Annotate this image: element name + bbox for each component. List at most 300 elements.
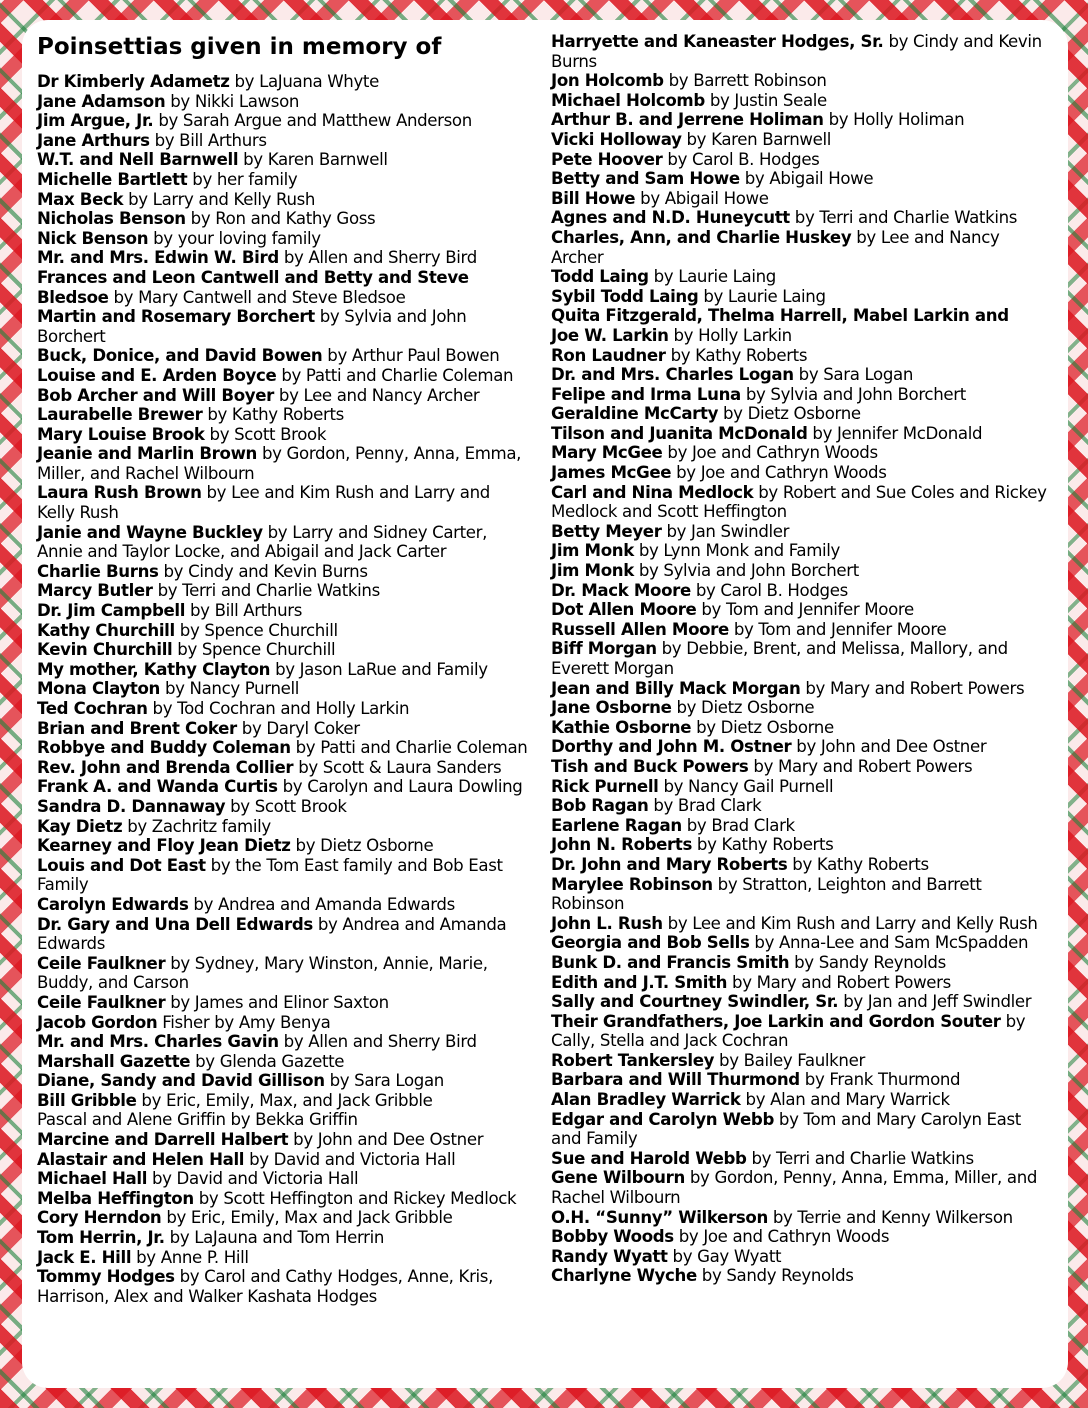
given-by: by Debbie, Brent, and Melissa, Mallory, and Everett Morgan bbox=[551, 639, 1008, 678]
memorial-entry bbox=[551, 1266, 1056, 1286]
given-by: by Terri and Charlie Watkins bbox=[152, 581, 380, 601]
memorial-entry bbox=[37, 738, 532, 758]
honoree-name: Georgia and Bob Sells bbox=[551, 933, 750, 953]
memorial-entry bbox=[37, 150, 532, 170]
memorial-entry bbox=[37, 836, 532, 856]
honoree-name: Robbye and Buddy Coleman bbox=[37, 738, 291, 758]
given-by: by Sydney, Mary Winston, Annie, Marie, Buddy, and Carson bbox=[37, 953, 488, 993]
honoree-name: Todd Laing bbox=[551, 267, 649, 287]
memorial-entry bbox=[551, 404, 1056, 424]
memorial-entry bbox=[37, 581, 532, 601]
given-by: by Scott Heffington and Rickey Medlock bbox=[193, 1188, 517, 1208]
given-by: by Jason LaRue and Family bbox=[270, 659, 488, 679]
given-by: by Sylvia and John Borchert bbox=[633, 561, 859, 581]
given-by: by Patti and Charlie Coleman bbox=[276, 365, 514, 385]
given-by: Fisher by Amy Benya bbox=[157, 1012, 331, 1032]
honoree-name: Alan Bradley Warrick bbox=[551, 1090, 741, 1110]
memorial-entry bbox=[551, 1090, 1056, 1110]
memorial-entry bbox=[37, 366, 532, 386]
given-by: by Laurie Laing bbox=[698, 286, 826, 306]
given-by: by Stratton, Leighton and Barrett Robinson bbox=[551, 874, 982, 914]
honoree-name: Mary McGee bbox=[551, 443, 663, 463]
honoree-name: Kathy Churchill bbox=[37, 620, 175, 640]
memorial-entry bbox=[551, 816, 1056, 836]
honoree-name: Jon Holcomb bbox=[551, 71, 664, 91]
honoree-name: Gene Wilbourn bbox=[551, 1168, 685, 1188]
memorial-entry bbox=[551, 875, 1056, 914]
honoree-name: Louise and E. Arden Boyce bbox=[37, 365, 277, 385]
memorial-entry bbox=[551, 1247, 1056, 1267]
honoree-name: Sybil Todd Laing bbox=[551, 286, 699, 306]
memorial-entry bbox=[551, 1227, 1056, 1247]
memorial-entry bbox=[37, 640, 532, 660]
memorial-entry bbox=[551, 463, 1056, 483]
honoree-name: Sally and Courtney Swindler, Sr. bbox=[551, 992, 839, 1012]
given-by: by Andrea and Amanda Edwards bbox=[37, 914, 507, 954]
given-by: by Lee and Nancy Archer bbox=[273, 385, 480, 405]
memorial-entry bbox=[551, 326, 1056, 346]
memorial-entry bbox=[37, 1013, 532, 1033]
given-by: by Ron and Kathy Goss bbox=[185, 209, 376, 229]
honoree-name: Dot Allen Moore bbox=[551, 600, 697, 620]
honoree-name: Max Beck bbox=[37, 189, 124, 209]
given-by: by Frank Thurmond bbox=[799, 1070, 961, 1090]
honoree-name: Marylee Robinson bbox=[551, 874, 713, 894]
honoree-name: Tilson and Juanita McDonald bbox=[551, 423, 808, 443]
honoree-name: Ted Cochran bbox=[37, 699, 148, 718]
memorial-entry bbox=[551, 698, 1056, 718]
memorial-entry bbox=[37, 699, 532, 719]
given-by: by Dietz Osborne bbox=[290, 836, 434, 856]
given-by: by Brad Clark bbox=[681, 815, 795, 835]
honoree-name: Kathie Osborne bbox=[551, 717, 692, 737]
honoree-name: James McGee bbox=[551, 463, 672, 483]
honoree-name: W.T. and Nell Barnwell bbox=[37, 150, 239, 170]
memorial-entry bbox=[37, 72, 532, 92]
honoree-name: Jack E. Hill bbox=[37, 1247, 132, 1267]
honoree-name: Tommy Hodges bbox=[37, 1267, 175, 1287]
given-by: by Nancy Gail Purnell bbox=[658, 776, 834, 796]
memorial-entry bbox=[551, 757, 1056, 777]
honoree-name: Michael Hall bbox=[37, 1169, 148, 1189]
honoree-name: Martin and Rosemary Borchert bbox=[37, 307, 315, 327]
given-by: by David and Victoria Hall bbox=[147, 1169, 359, 1189]
honoree-name: Kevin Churchill bbox=[37, 640, 173, 660]
given-by: by Abigail Howe bbox=[739, 169, 874, 189]
given-by: by Sara Logan bbox=[793, 365, 914, 385]
given-by: by Carol and Cathy Hodges, Anne, Kris, Harrison, Alex and Walker Kashata Hodges bbox=[37, 1267, 494, 1306]
memorial-entry bbox=[37, 229, 532, 249]
memorial-entry bbox=[37, 895, 532, 915]
memorial-entry bbox=[551, 228, 1056, 267]
memorial-entry bbox=[551, 1070, 1056, 1090]
memorial-entry bbox=[37, 483, 532, 522]
given-by: by Jan and Jeff Swindler bbox=[838, 992, 1032, 1012]
memorial-entry bbox=[37, 1032, 532, 1052]
given-by: by Zachritz family bbox=[122, 816, 271, 836]
honoree-name: Dr. Jim Campbell bbox=[37, 601, 186, 621]
given-by: by Glenda Gazette bbox=[190, 1051, 345, 1071]
given-by: by John and Dee Ostner bbox=[791, 737, 987, 757]
given-by: by Gordon, Penny, Anna, Emma, Miller, and Rachel Wilbourn bbox=[551, 1168, 1038, 1208]
given-by: by LaJauna and Tom Herrin bbox=[164, 1228, 385, 1248]
honoree-name: Frances and Leon Cantwell and Betty and Steve bbox=[37, 267, 469, 287]
honoree-name: Charles, Ann, and Charlie Huskey bbox=[551, 227, 852, 247]
given-by: by Mary and Robert Powers bbox=[800, 678, 1025, 698]
memorial-entry bbox=[551, 1110, 1056, 1149]
given-by: by Lynn Monk and Family bbox=[633, 541, 841, 561]
honoree-name: Kearney and Floy Jean Dietz bbox=[37, 836, 291, 856]
given-by: by Joe and Cathryn Woods bbox=[662, 443, 878, 463]
memorial-entry bbox=[37, 1267, 532, 1306]
memorial-entry bbox=[551, 796, 1056, 816]
given-by: by Anna-Lee and Sam McSpadden bbox=[749, 933, 1029, 953]
honoree-name: Mary Louise Brook bbox=[37, 424, 205, 444]
memorial-entry bbox=[37, 1150, 532, 1170]
memorial-entry bbox=[551, 306, 1056, 326]
memorial-entry bbox=[551, 365, 1056, 385]
memorial-entry bbox=[551, 91, 1056, 111]
honoree-name: Robert Tankersley bbox=[551, 1050, 715, 1070]
honoree-name: Ceile Faulkner bbox=[37, 992, 166, 1012]
given-by: by your loving family bbox=[148, 228, 321, 248]
given-by: by Mary Cantwell and Steve Bledsoe bbox=[108, 287, 406, 307]
honoree-name: Jane Adamson bbox=[37, 91, 166, 111]
given-by: by Patti and Charlie Coleman bbox=[290, 738, 528, 758]
memorial-entry bbox=[37, 1208, 532, 1228]
honoree-name: Mr. and Mrs. Charles Gavin bbox=[37, 1032, 279, 1052]
memorial-entry bbox=[37, 1248, 532, 1268]
honoree-name: Ron Laudner bbox=[551, 345, 666, 365]
honoree-name: Dr. Mack Moore bbox=[551, 580, 691, 600]
given-by: by David and Victoria Hall bbox=[244, 1149, 456, 1169]
memorial-entry bbox=[551, 973, 1056, 993]
honoree-name: Bunk D. and Francis Smith bbox=[551, 952, 790, 972]
memorial-entry bbox=[37, 1228, 532, 1248]
honoree-name: Ceile Faulkner bbox=[37, 953, 166, 973]
given-by: by Karen Barnwell bbox=[681, 129, 831, 149]
given-by: by Scott & Laura Sanders bbox=[293, 757, 502, 777]
memorial-entry bbox=[37, 209, 532, 229]
given-by: by LaJuana Whyte bbox=[229, 72, 379, 91]
memorial-entry bbox=[551, 424, 1056, 444]
memorial-entry bbox=[551, 71, 1056, 91]
given-by: by Dietz Osborne bbox=[691, 717, 834, 737]
memorial-entry bbox=[37, 1110, 532, 1130]
memorial-entry bbox=[37, 386, 532, 406]
memorial-entry bbox=[551, 855, 1056, 875]
given-by: by Nancy Purnell bbox=[160, 679, 300, 699]
memorial-entry bbox=[551, 1168, 1056, 1207]
honoree-name: Tish and Buck Powers bbox=[551, 756, 749, 776]
honoree-name: Sue and Harold Webb bbox=[551, 1148, 747, 1168]
memorial-entry bbox=[37, 719, 532, 739]
memorial-entry bbox=[551, 992, 1056, 1012]
memorial-entry bbox=[37, 856, 532, 895]
given-by: by Scott Brook bbox=[204, 424, 327, 444]
memorial-entry bbox=[551, 953, 1056, 973]
given-by: by Sara Logan bbox=[324, 1071, 444, 1091]
memorial-entry bbox=[551, 267, 1056, 287]
honoree-name: Rick Purnell bbox=[551, 776, 659, 796]
given-by: by Andrea and Amanda Edwards bbox=[188, 894, 455, 914]
honoree-name: Laurabelle Brewer bbox=[37, 405, 203, 425]
given-by: by Tom and Jennifer Moore bbox=[696, 600, 914, 620]
given-by: Pascal and Alene Griffin by Bekka Griffin bbox=[37, 1110, 358, 1130]
memorial-entry bbox=[551, 130, 1056, 150]
honoree-name: Edgar and Carolyn Webb bbox=[551, 1109, 774, 1129]
given-by: by Daryl Coker bbox=[236, 718, 360, 738]
memorial-entry bbox=[551, 522, 1056, 542]
memorial-entry bbox=[37, 562, 532, 582]
honoree-name: Joe W. Larkin bbox=[551, 325, 669, 345]
memorial-list-right bbox=[551, 32, 1056, 1286]
memorial-entry bbox=[551, 620, 1056, 640]
memorial-entry bbox=[551, 110, 1056, 130]
honoree-name: John L. Rush bbox=[551, 913, 663, 933]
memorial-entry bbox=[37, 777, 532, 797]
given-by: by Kathy Roberts bbox=[787, 854, 929, 874]
honoree-name: Bob Ragan bbox=[551, 796, 649, 816]
given-by: by Kathy Roberts bbox=[202, 405, 344, 425]
given-by: by Spence Churchill bbox=[174, 620, 338, 640]
memorial-entry bbox=[37, 268, 532, 288]
memorial-entry bbox=[551, 777, 1056, 797]
honoree-name: Jacob Gordon bbox=[37, 1012, 158, 1032]
memorial-entry bbox=[551, 1149, 1056, 1169]
honoree-name: Jim Monk bbox=[551, 561, 634, 581]
memorial-entry bbox=[37, 190, 532, 210]
given-by: by Allen and Sherry Bird bbox=[278, 248, 477, 268]
honoree-name: Bledsoe bbox=[37, 287, 109, 307]
memorial-entry bbox=[37, 1052, 532, 1072]
given-by: by Larry and Kelly Rush bbox=[123, 189, 316, 209]
memorial-entry bbox=[37, 92, 532, 112]
memorial-entry bbox=[37, 679, 532, 699]
honoree-name: Felipe and Irma Luna bbox=[551, 384, 741, 404]
honoree-name: Michelle Bartlett bbox=[37, 169, 188, 189]
given-by: by Bill Arthurs bbox=[185, 601, 303, 621]
page-title: Poinsettias given in memory of bbox=[37, 34, 442, 60]
memorial-entry bbox=[551, 914, 1056, 934]
memorial-entry bbox=[551, 483, 1056, 522]
given-by: by Terri and Charlie Watkins bbox=[746, 1148, 974, 1168]
memorial-entry bbox=[551, 737, 1056, 757]
honoree-name: O.H. “Sunny” Wilkerson bbox=[551, 1207, 768, 1227]
honoree-name: Michael Holcomb bbox=[551, 90, 705, 110]
given-by: by Brad Clark bbox=[648, 796, 762, 816]
memorial-entry bbox=[551, 718, 1056, 738]
honoree-name: Marcy Butler bbox=[37, 581, 153, 601]
honoree-name: Frank A. and Wanda Curtis bbox=[37, 777, 278, 797]
memorial-entry bbox=[551, 933, 1056, 953]
honoree-name: Agnes and N.D. Huneycutt bbox=[551, 208, 790, 228]
honoree-name: Nicholas Benson bbox=[37, 209, 186, 229]
given-by: by Holly Holiman bbox=[823, 110, 965, 130]
memorial-entry bbox=[551, 208, 1056, 228]
memorial-entry bbox=[551, 1051, 1056, 1071]
given-by: by Terri and Charlie Watkins bbox=[789, 208, 1018, 228]
honoree-name: Geraldine McCarty bbox=[551, 404, 719, 424]
memorial-entry bbox=[551, 541, 1056, 561]
honoree-name: Mona Clayton bbox=[37, 679, 161, 699]
given-by: by Justin Seale bbox=[704, 90, 827, 110]
given-by: by Joe and Cathryn Woods bbox=[671, 463, 887, 483]
given-by: by Lee and Nancy Archer bbox=[551, 227, 1000, 267]
memorial-entry bbox=[37, 523, 532, 562]
honoree-name: Charlyne Wyche bbox=[551, 1266, 697, 1286]
honoree-name: Jim Argue, Jr. bbox=[37, 111, 154, 131]
given-by: by Carol B. Hodges bbox=[690, 580, 848, 600]
memorial-entry bbox=[37, 1071, 532, 1091]
honoree-name: Janie and Wayne Buckley bbox=[37, 522, 263, 542]
given-by: by Sandy Reynolds bbox=[789, 952, 946, 972]
honoree-name: Jane Arthurs bbox=[37, 130, 150, 150]
given-by: by Karen Barnwell bbox=[238, 150, 388, 170]
given-by: by Mary and Robert Powers bbox=[727, 972, 951, 992]
given-by: by Joe and Cathryn Woods bbox=[673, 1227, 890, 1247]
memorial-entry bbox=[37, 444, 532, 483]
given-by: by Tom and Mary Carolyn East and Family bbox=[551, 1109, 1021, 1149]
given-by: by Larry and Sidney Carter, Annie and Taylor Locke, and Abigail and Jack Carter bbox=[37, 522, 488, 562]
honoree-name: Jeanie and Marlin Brown bbox=[37, 444, 258, 464]
memorial-entry bbox=[551, 1208, 1056, 1228]
honoree-name: Buck, Donice, and David Bowen bbox=[37, 346, 323, 366]
given-by: by Robert and Sue Coles and Rickey Medlock and Scott Heffington bbox=[551, 482, 1047, 522]
memorial-entry bbox=[551, 189, 1056, 209]
honoree-name: Louis and Dot East bbox=[37, 855, 206, 875]
honoree-name: Their Grandfathers, Joe Larkin and Gordon Souter bbox=[551, 1011, 1001, 1031]
memorial-entry bbox=[37, 346, 532, 366]
honoree-name: Bob Archer and Will Boyer bbox=[37, 385, 274, 405]
memorial-entry bbox=[37, 131, 532, 151]
honoree-name: Rev. John and Brenda Collier bbox=[37, 757, 294, 777]
honoree-name: Charlie Burns bbox=[37, 561, 159, 581]
memorial-entry bbox=[551, 835, 1056, 855]
given-by: by Kathy Roberts bbox=[692, 835, 834, 855]
memorial-entry bbox=[551, 443, 1056, 463]
honoree-name: Bobby Woods bbox=[551, 1227, 674, 1247]
memorial-entry bbox=[37, 1130, 532, 1150]
honoree-name: Earlene Ragan bbox=[551, 815, 682, 835]
left-column bbox=[37, 32, 532, 1306]
given-by: by Sarah Argue and Matthew Anderson bbox=[153, 111, 472, 131]
memorial-entry bbox=[37, 170, 532, 190]
memorial-entry bbox=[551, 169, 1056, 189]
memorial-list-left bbox=[37, 72, 532, 1306]
memorial-card bbox=[22, 20, 1068, 1388]
given-by: by Anne P. Hill bbox=[131, 1247, 249, 1267]
honoree-name: Tom Herrin, Jr. bbox=[37, 1228, 165, 1248]
given-by: by Bill Arthurs bbox=[149, 130, 267, 150]
honoree-name: Dr. John and Mary Roberts bbox=[551, 854, 788, 874]
memorial-entry bbox=[37, 954, 532, 993]
honoree-name: Dorthy and John M. Ostner bbox=[551, 737, 792, 757]
memorial-entry bbox=[551, 639, 1056, 678]
given-by: by Laurie Laing bbox=[648, 267, 776, 287]
given-by: by Gay Wyatt bbox=[667, 1246, 782, 1266]
given-by: by James and Elinor Saxton bbox=[165, 992, 389, 1012]
given-by: by Abigail Howe bbox=[635, 188, 769, 208]
given-by: by Arthur Paul Bowen bbox=[322, 346, 500, 366]
right-column bbox=[551, 32, 1056, 1286]
honoree-name: Barbara and Will Thurmond bbox=[551, 1070, 800, 1090]
honoree-name: Betty Meyer bbox=[551, 521, 662, 541]
honoree-name: Diane, Sandy and David Gillison bbox=[37, 1071, 325, 1091]
given-by: by Mary and Robert Powers bbox=[748, 756, 973, 776]
honoree-name: Melba Heffington bbox=[37, 1188, 194, 1208]
memorial-entry bbox=[551, 600, 1056, 620]
honoree-name: Sandra D. Dannaway bbox=[37, 796, 226, 816]
memorial-entry bbox=[37, 601, 532, 621]
honoree-name: Carolyn Edwards bbox=[37, 894, 189, 914]
honoree-name: Jane Osborne bbox=[551, 698, 672, 718]
given-by: by her family bbox=[187, 169, 298, 189]
memorial-entry bbox=[37, 307, 532, 346]
honoree-name: Dr. Gary and Una Dell Edwards bbox=[37, 914, 313, 934]
given-by: by Eric, Emily, Max and Jack Gribble bbox=[161, 1208, 453, 1228]
honoree-name: Russell Allen Moore bbox=[551, 619, 729, 639]
given-by: by Dietz Osborne bbox=[671, 698, 815, 718]
memorial-entry bbox=[551, 385, 1056, 405]
honoree-name: Kay Dietz bbox=[37, 816, 123, 836]
given-by: by Scott Brook bbox=[225, 796, 347, 816]
honoree-name: Betty and Sam Howe bbox=[551, 169, 740, 189]
memorial-entry bbox=[37, 1189, 532, 1209]
memorial-entry bbox=[551, 1012, 1056, 1051]
given-by: by John and Dee Ostner bbox=[288, 1130, 484, 1150]
honoree-name: Marshall Gazette bbox=[37, 1051, 191, 1071]
memorial-entry bbox=[37, 288, 532, 308]
memorial-entry bbox=[37, 425, 532, 445]
honoree-name: Carl and Nina Medlock bbox=[551, 482, 754, 502]
memorial-entry bbox=[37, 915, 532, 954]
given-by: by Alan and Mary Warrick bbox=[740, 1090, 950, 1110]
honoree-name: Arthur B. and Jerrene Holiman bbox=[551, 110, 824, 130]
memorial-entry bbox=[37, 621, 532, 641]
memorial-entry bbox=[551, 581, 1056, 601]
memorial-entry bbox=[37, 1169, 532, 1189]
given-by: by Spence Churchill bbox=[172, 640, 336, 660]
given-by: by Kathy Roberts bbox=[665, 345, 808, 365]
given-by: by Terrie and Kenny Wilkerson bbox=[767, 1207, 1013, 1227]
honoree-name: Quita Fitzgerald, Thelma Harrell, Mabel Larkin and bbox=[551, 306, 1009, 326]
honoree-name: Jean and Billy Mack Morgan bbox=[551, 678, 801, 698]
given-by: by Jennifer McDonald bbox=[807, 423, 983, 443]
honoree-name: Randy Wyatt bbox=[551, 1246, 668, 1266]
honoree-name: Marcine and Darrell Halbert bbox=[37, 1130, 289, 1150]
given-by: by Carol B. Hodges bbox=[662, 149, 820, 169]
given-by: by Cindy and Kevin Burns bbox=[158, 561, 368, 581]
given-by: by Tom and Jennifer Moore bbox=[728, 619, 947, 639]
given-by: by Sandy Reynolds bbox=[696, 1266, 854, 1286]
given-by: by Allen and Sherry Bird bbox=[278, 1032, 477, 1052]
memorial-entry bbox=[551, 32, 1056, 71]
given-by: by Jan Swindler bbox=[661, 521, 790, 541]
honoree-name: Dr. and Mrs. Charles Logan bbox=[551, 365, 794, 385]
given-by: by Nikki Lawson bbox=[165, 91, 300, 111]
honoree-name: Bill Howe bbox=[551, 188, 636, 208]
given-by: by Lee and Kim Rush and Larry and Kelly Rush bbox=[662, 913, 1038, 933]
memorial-entry bbox=[37, 248, 532, 268]
memorial-entry bbox=[37, 111, 532, 131]
memorial-entry bbox=[37, 405, 532, 425]
honoree-name: Vicki Holloway bbox=[551, 129, 682, 149]
given-by: by Lee and Kim Rush and Larry and Kelly Rush bbox=[37, 483, 490, 523]
honoree-name: Alastair and Helen Hall bbox=[37, 1149, 245, 1169]
honoree-name: Dr Kimberly Adametz bbox=[37, 72, 230, 91]
honoree-name: Harryette and Kaneaster Hodges, Sr. bbox=[551, 32, 884, 51]
